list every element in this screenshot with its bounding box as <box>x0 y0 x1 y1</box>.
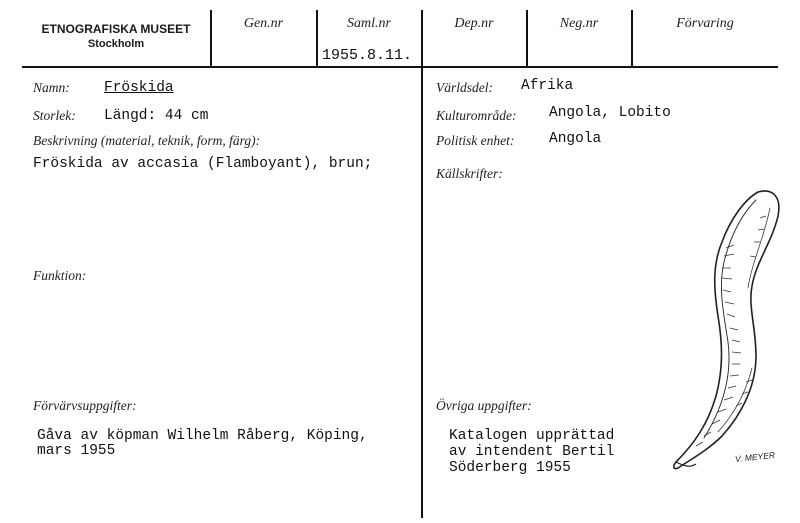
dep-nr-label: Dep.nr <box>454 16 494 31</box>
gen-nr-label: Gen.nr <box>243 16 284 31</box>
ovriga-line-2: av intendent Bertil <box>449 444 615 460</box>
museum-name: ETNOGRAFISKA MUSEET <box>41 22 191 36</box>
varldsdel-label: Världsdel: <box>436 80 493 95</box>
kulturomrade-label: Kulturområde: <box>436 108 517 123</box>
funktion-label: Funktion: <box>33 268 87 283</box>
beskrivning-value: Fröskida av accasia (Flamboyant), brun; <box>33 156 373 172</box>
namn-label: Namn: <box>33 80 70 95</box>
seed-pod-illustration <box>660 178 790 478</box>
neg-nr-label: Neg.nr <box>559 16 599 31</box>
forvarv-line-2: mars 1955 <box>37 443 116 459</box>
beskrivning-label: Beskrivning (material, teknik, form, färg): <box>33 133 261 148</box>
varldsdel-value: Afrika <box>521 78 574 94</box>
museum-city: Stockholm <box>87 38 145 50</box>
center-divider <box>421 66 423 518</box>
kallskrifter-label: Källskrifter: <box>436 166 503 181</box>
namn-value: Fröskida <box>104 80 174 96</box>
forvarv-line-1: Gåva av köpman Wilhelm Råberg, Köping, <box>37 428 368 444</box>
saml-nr-value: 1955.8.11. <box>322 47 413 64</box>
saml-nr-label: Saml.nr <box>347 16 391 31</box>
forvarv-label: Förvärvsuppgifter: <box>33 398 137 413</box>
storlek-value: Längd: 44 cm <box>104 108 209 124</box>
storlek-label: Storlek: <box>33 108 76 123</box>
politisk-label: Politisk enhet: <box>436 133 515 148</box>
ovriga-line-3: Söderberg 1955 <box>449 460 571 476</box>
forvaring-label: Förvaring <box>676 16 734 31</box>
header-bottom-rule <box>22 66 778 68</box>
ovriga-label: Övriga uppgifter: <box>436 398 532 413</box>
politisk-value: Angola <box>549 131 602 147</box>
illustrator-signature: V. MEYER <box>734 449 776 465</box>
kulturomrade-value: Angola, Lobito <box>549 105 671 121</box>
ovriga-line-1: Katalogen upprättad <box>449 428 615 444</box>
